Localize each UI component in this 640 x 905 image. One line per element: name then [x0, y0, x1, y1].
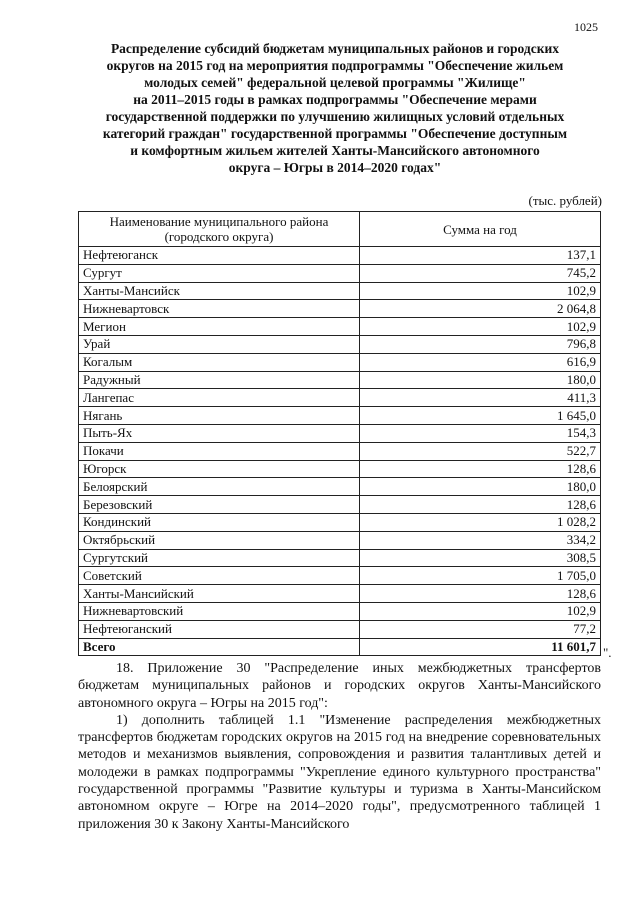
- annual-sum: 77,2: [360, 620, 601, 638]
- municipality-name: Нижневартовский: [79, 602, 360, 620]
- table-header-row: [79, 212, 601, 247]
- table-row: [79, 353, 601, 371]
- total-row: [79, 638, 601, 656]
- municipality-name: Югорск: [79, 460, 360, 478]
- municipality-name: Пыть-Ях: [79, 424, 360, 442]
- municipality-name: Кондинский: [79, 513, 360, 531]
- title-line: Распределение субсидий бюджетам муниципальных районов и городских: [110, 41, 560, 56]
- municipality-name: Октябрьский: [79, 531, 360, 549]
- table-row: [79, 478, 601, 496]
- table-row: [79, 300, 601, 318]
- annual-sum: 411,3: [360, 389, 601, 407]
- table-row: [79, 602, 601, 620]
- title-line: государственной поддержки по улучшению жилищных условий отдельных: [105, 109, 565, 124]
- table-row: [79, 620, 601, 638]
- title-line: округа – Югры в 2014–2020 годах": [228, 160, 442, 175]
- annual-sum: 102,9: [360, 318, 601, 336]
- table-row: [79, 424, 601, 442]
- municipality-name: Нефтеюганский: [79, 620, 360, 638]
- municipality-name: Нижневартовск: [79, 300, 360, 318]
- annual-sum: 128,6: [360, 585, 601, 603]
- annual-sum: 180,0: [360, 371, 601, 389]
- table-row: [79, 264, 601, 282]
- header-name: Наименование муниципального района (городского округа): [79, 212, 360, 247]
- total-value: 11 601,7: [360, 638, 601, 656]
- annual-sum: 616,9: [360, 353, 601, 371]
- table-row: [79, 318, 601, 336]
- document-title: [70, 40, 600, 176]
- annual-sum: 334,2: [360, 531, 601, 549]
- header-sum: Сумма на год: [360, 212, 601, 247]
- table-row: [79, 585, 601, 603]
- annual-sum: 1 028,2: [360, 513, 601, 531]
- municipality-name: Ханты-Мансийск: [79, 282, 360, 300]
- table-row: [79, 282, 601, 300]
- title-line: округов на 2015 год на мероприятия подпрограммы "Обеспечение жильем: [106, 58, 564, 73]
- annual-sum: 154,3: [360, 424, 601, 442]
- title-line: молодых семей" федеральной целевой программы "Жилище": [144, 75, 526, 90]
- annual-sum: 128,6: [360, 460, 601, 478]
- table-row: [79, 371, 601, 389]
- annual-sum: 128,6: [360, 496, 601, 514]
- municipality-name: Сургут: [79, 264, 360, 282]
- annual-sum: 102,9: [360, 602, 601, 620]
- total-label: Всего: [79, 638, 360, 656]
- table-row: [79, 247, 601, 265]
- table-row: [79, 567, 601, 585]
- title-line: на 2011–2015 годы в рамках подпрограммы "Обеспечение мерами: [133, 92, 537, 107]
- table-body: [79, 247, 601, 639]
- municipality-name: Советский: [79, 567, 360, 585]
- closing-mark: ".: [603, 645, 612, 660]
- table-row: [79, 407, 601, 425]
- annual-sum: 308,5: [360, 549, 601, 567]
- body-paragraph: 18. Приложение 30 "Распределение иных межбюджетных трансфертов бюджетам муниципальных районов и городских округов Ханты-Мансийского автономного округа – Югры на 2015 год":: [78, 661, 601, 711]
- title-line: и комфортным жильем жителей Ханты-Мансийского автономного: [130, 143, 540, 158]
- municipality-name: Нефтеюганск: [79, 247, 360, 265]
- municipality-name: Сургутский: [79, 549, 360, 567]
- annual-sum: 745,2: [360, 264, 601, 282]
- annual-sum: 180,0: [360, 478, 601, 496]
- municipality-name: Лангепас: [79, 389, 360, 407]
- page-number: 1025: [574, 20, 598, 34]
- table-row: [79, 442, 601, 460]
- annual-sum: 2 064,8: [360, 300, 601, 318]
- annual-sum: 796,8: [360, 335, 601, 353]
- title-line: категорий граждан" государственной программы "Обеспечение доступным: [102, 126, 568, 141]
- units-label: (тыс. рублей): [528, 193, 602, 208]
- municipality-name: Когалым: [79, 353, 360, 371]
- annual-sum: 522,7: [360, 442, 601, 460]
- table-row: [79, 460, 601, 478]
- annual-sum: 102,9: [360, 282, 601, 300]
- body-paragraph: 1) дополнить таблицей 1.1 "Изменение распределения межбюджетных трансфертов бюджетам городских округов на 2015 год на внедрение соревновательных методов и механизмов выявления, сопровождения и развития талантливых детей и молодежи в рамках подпрограммы "Укрепление единого культурного пространства" государственной программы "Развитие культуры и туризма в Ханты-Мансийском автономном округе – Югре на 2014–2020 годы", предусмотренного таблицей 1 приложения 30 к Закону Ханты-Мансийского: [78, 712, 601, 832]
- subsidies-table: [78, 211, 601, 656]
- municipality-name: Ханты-Мансийский: [79, 585, 360, 603]
- table-row: [79, 513, 601, 531]
- body-text: [78, 660, 601, 833]
- municipality-name: Покачи: [79, 442, 360, 460]
- annual-sum: 1 645,0: [360, 407, 601, 425]
- municipality-name: Урай: [79, 335, 360, 353]
- table-row: [79, 531, 601, 549]
- municipality-name: Березовский: [79, 496, 360, 514]
- municipality-name: Белоярский: [79, 478, 360, 496]
- municipality-name: Радужный: [79, 371, 360, 389]
- municipality-name: Нягань: [79, 407, 360, 425]
- municipality-name: Мегион: [79, 318, 360, 336]
- table-row: [79, 549, 601, 567]
- table-row: [79, 389, 601, 407]
- table-row: [79, 496, 601, 514]
- annual-sum: 137,1: [360, 247, 601, 265]
- annual-sum: 1 705,0: [360, 567, 601, 585]
- table-row: [79, 335, 601, 353]
